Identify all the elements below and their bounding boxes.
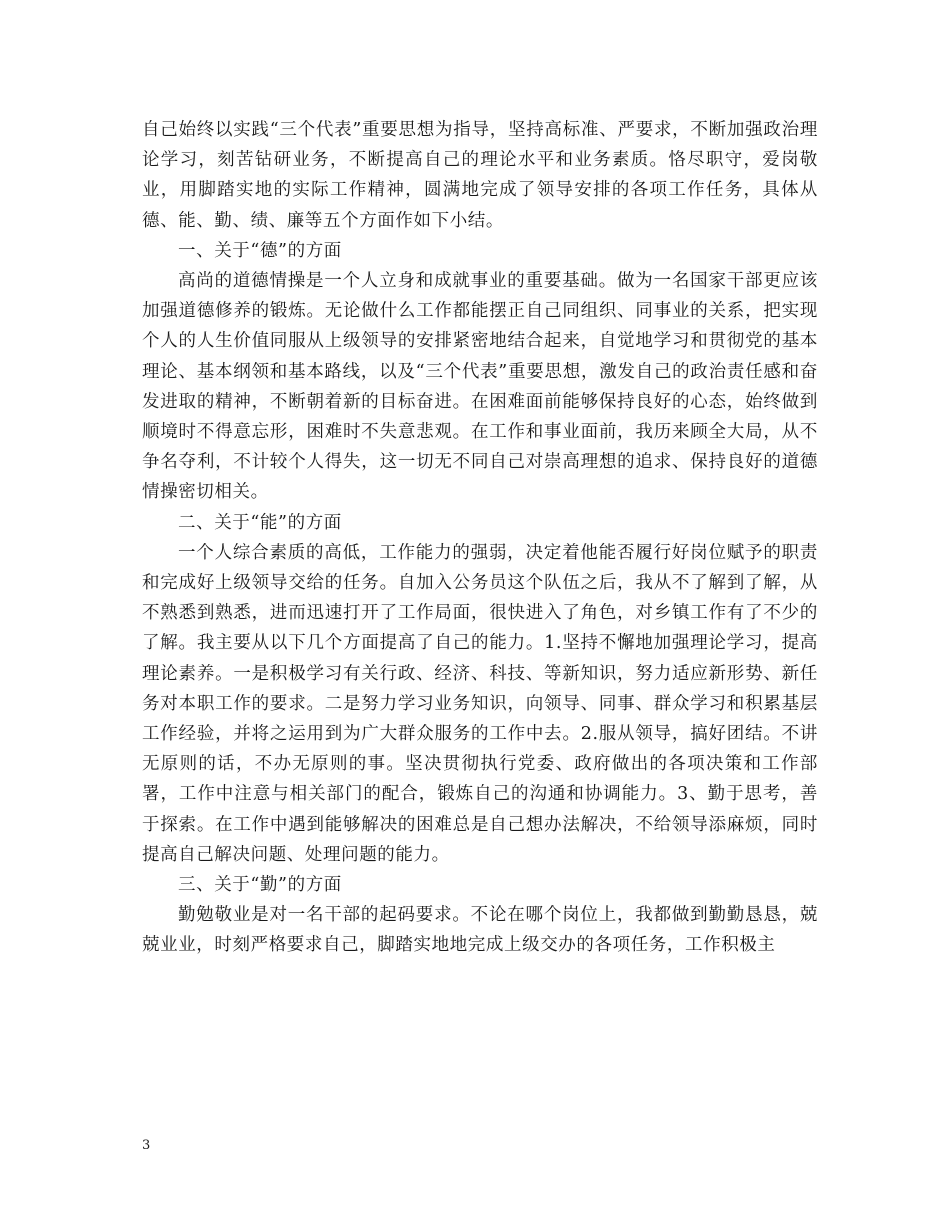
- paragraph: 高尚的道德情操是一个人立身和成就事业的重要基础。做为一名国家干部更应该加强道德修养的锻炼。无论做什么工作都能摆正自己同组织、同事业的关系，把实现个人的人生价值同服从上级领导的安排紧密地结合起来，自觉地学习和贯彻党的基本理论、基本纲领和基本路线，以及“三个代表”重要思想，激发自己的政治责任感和奋发进取的精神，不断朝着新的目标奋进。在困难面前能够保持良好的心态，始终做到顺境时不得意忘形，困难时不失意悲观。在工作和事业面前，我历来顾全大局，从不争名夺利，不计较个人得失，这一切无不同自己对崇高理想的追求、保持良好的道德情操密切相关。: [142, 271, 818, 503]
- section-heading: 二、关于“能”的方面: [178, 512, 342, 533]
- document-body: [142, 115, 818, 961]
- paragraph: 勤勉敬业是对一名干部的起码要求。不论在哪个岗位上，我都做到勤勤恳恳，兢兢业业，时刻严格要求自己，脚踏实地地完成上级交办的各项任务，工作积极主: [142, 905, 818, 956]
- section-heading: 一、关于“德”的方面: [178, 240, 342, 261]
- section-heading: 三、关于“勤”的方面: [178, 875, 342, 896]
- page-number: 3: [142, 1138, 151, 1153]
- paragraph: 一个人综合素质的高低，工作能力的强弱，决定着他能否履行好岗位赋予的职责和完成好上级领导交给的任务。自加入公务员这个队伍之后，我从不了解到了解，从不熟悉到熟悉，进而迅速打开了工作局面，很快进入了角色，对乡镇工作有了不少的了解。我主要从以下几个方面提高了自己的能力。1.坚持不懈地加强理论学习，提高理论素养。一是积极学习有关行政、经济、科技、等新知识，努力适应新形势、新任务对本职工作的要求。二是努力学习业务知识，向领导、同事、群众学习和积累基层工作经验，并将之运用到为广大群众服务的工作中去。2.服从领导，搞好团结。不讲无原则的话，不办无原则的事。坚决贯彻执行党委、政府做出的各项决策和工作部署，工作中注意与相关部门的配合，锻炼自己的沟通和协调能力。3、勤于思考，善于探索。在工作中遇到能够解决的困难总是自己想办法解决，不给领导添麻烦，同时提高自己解决问题、处理问题的能力。: [142, 542, 818, 865]
- paragraph: 自己始终以实践“三个代表”重要思想为指导，坚持高标准、严要求，不断加强政治理论学习，刻苦钻研业务，不断提高自己的理论水平和业务素质。恪尽职守，爱岗敬业，用脚踏实地的实际工作精神，圆满地完成了领导安排的各项工作任务，具体从德、能、勤、绩、廉等五个方面作如下小结。: [142, 120, 818, 231]
